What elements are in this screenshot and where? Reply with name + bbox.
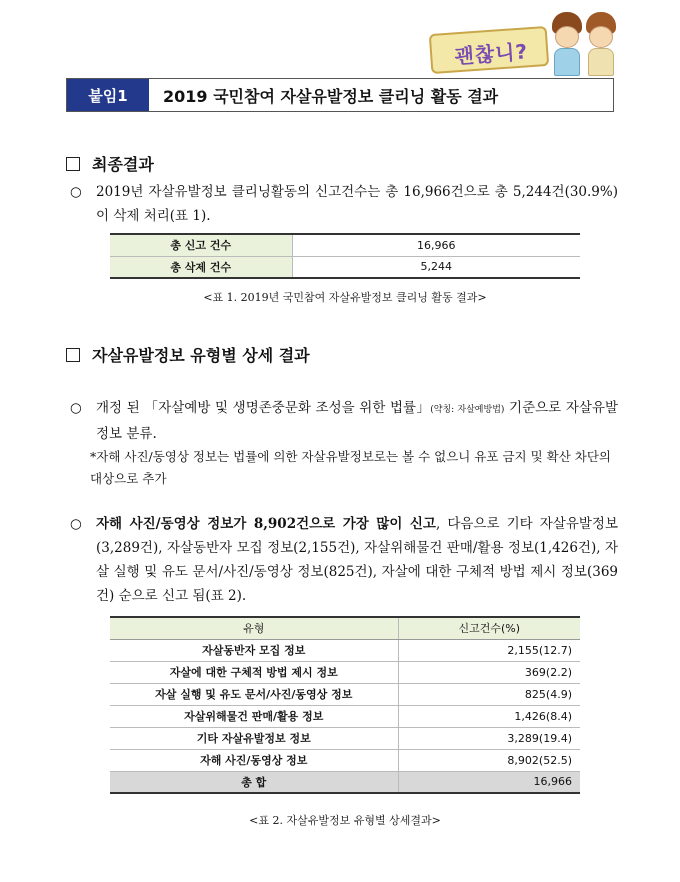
criteria-text-end: 기준으로 자살유발정보 분류.: [96, 400, 618, 442]
type-details-table: [110, 616, 580, 794]
count-cell: 369(2.2): [398, 661, 580, 683]
count-cell: 825(4.9): [398, 683, 580, 705]
law-abbreviation: (약칭: 자살예방법): [430, 405, 505, 415]
boy-illustration: [584, 12, 618, 78]
attachment-badge: 붙임1: [67, 79, 149, 111]
table-row: [110, 749, 580, 771]
girl-illustration: [550, 12, 584, 78]
type-cell: 자살에 대한 구체적 방법 제시 정보: [110, 661, 398, 683]
row-label: 총 삭제 건수: [110, 256, 292, 278]
summary-table: [110, 233, 580, 279]
type-cell: 자살 실행 및 유도 문서/사진/동영상 정보: [110, 683, 398, 705]
logo-text: 괜찮니?: [453, 39, 529, 69]
ranking-text: , 다음으로 기타 자살유발정보(3,289건), 자살동반자 모집 정보(2,155건), 자살위해물건 판매/활용 정보(1,426건), 자살 실행 및 유도 문서/사진/동영상 정보(825건), 자살에 대한 구체적 방법 제시 정보(369건) 순으로 신고 됨(표 2).: [96, 516, 618, 604]
type-cell: 자해 사진/동영상 정보: [110, 749, 398, 771]
total-label: 총 합: [110, 771, 398, 793]
logo: [430, 12, 620, 78]
bullet-circle-icon: ○: [70, 400, 82, 416]
table-header-row: [110, 617, 580, 639]
checkbox-square-icon: [66, 157, 80, 171]
criteria-text: 개정 된 「자살예방 및 생명존중문화 조성을 위한 법률」: [96, 400, 431, 416]
criteria-paragraph: [70, 396, 618, 446]
type-cell: 자살동반자 모집 정보: [110, 639, 398, 661]
summary-paragraph: [70, 180, 618, 228]
type-cell: 기타 자살유발정보 정보: [110, 727, 398, 749]
table2-caption: <표 2. 자살유발정보 유형별 상세결과>: [249, 814, 441, 827]
total-count: 16,966: [398, 771, 580, 793]
section-final-results: [66, 152, 154, 175]
footnote: *자해 사진/동영상 정보는 법률에 의한 자살유발정보로는 볼 수 없으니 유포 금지 및 확산 차단의 대상으로 추가: [90, 449, 611, 486]
table-row: [110, 234, 580, 256]
section-type-details: [66, 343, 310, 366]
column-header-type: 유형: [110, 617, 398, 639]
summary-text: 2019년 자살유발정보 클리닝활동의 신고건수는 총 16,966건으로 총 5,244건(30.9%)이 삭제 처리(표 1).: [96, 184, 618, 224]
column-header-count: 신고건수(%): [398, 617, 580, 639]
row-value: 16,966: [292, 234, 580, 256]
section-heading: 자살유발정보 유형별 상세 결과: [92, 346, 310, 365]
table-row: [110, 639, 580, 661]
count-cell: 2,155(12.7): [398, 639, 580, 661]
checkbox-square-icon: [66, 348, 80, 362]
table-row: [110, 661, 580, 683]
table-total-row: [110, 771, 580, 793]
ranking-paragraph: [70, 512, 618, 608]
count-cell: 8,902(52.5): [398, 749, 580, 771]
page-title: 2019 국민참여 자살유발정보 클리닝 활동 결과: [163, 86, 499, 106]
row-label: 총 신고 건수: [110, 234, 292, 256]
page-header: [66, 78, 614, 112]
count-cell: 3,289(19.4): [398, 727, 580, 749]
table-row: [110, 727, 580, 749]
ranking-highlight: 자해 사진/동영상 정보가 8,902건으로 가장 많이 신고: [96, 516, 436, 532]
type-cell: 자살위해물건 판매/활용 정보: [110, 705, 398, 727]
bullet-circle-icon: ○: [70, 184, 82, 200]
logo-badge: [429, 26, 550, 74]
row-value: 5,244: [292, 256, 580, 278]
table-row: [110, 256, 580, 278]
section-heading: 최종결과: [92, 155, 154, 174]
table-row: [110, 705, 580, 727]
count-cell: 1,426(8.4): [398, 705, 580, 727]
bullet-circle-icon: ○: [70, 516, 82, 532]
table-row: [110, 683, 580, 705]
table1-caption: <표 1. 2019년 국민참여 자살유발정보 클리닝 활동 결과>: [203, 291, 487, 304]
